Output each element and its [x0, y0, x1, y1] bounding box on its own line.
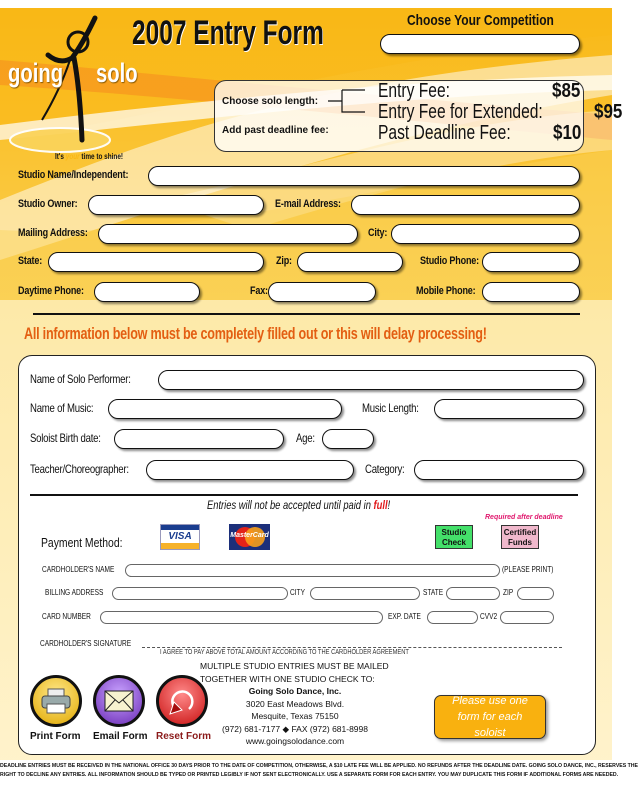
studio-name-label: Studio Name/Independent: [18, 169, 129, 181]
city-field[interactable] [391, 224, 580, 244]
mailing-address-field[interactable] [98, 224, 358, 244]
tagline [55, 152, 123, 161]
divider [30, 494, 578, 496]
state-label: State: [18, 255, 43, 267]
notice-highlight: full [373, 498, 388, 512]
fee-row [378, 80, 580, 101]
printer-icon [41, 688, 71, 714]
age-label: Age: [296, 431, 315, 445]
company-name: Going Solo Dance, Inc. [248, 686, 342, 696]
exp-date-label: EXP. DATE [388, 612, 421, 621]
competition-select[interactable] [380, 34, 580, 54]
fee-label: Entry Fee: [378, 80, 450, 102]
visa-text: VISA [168, 531, 192, 542]
solo-length-label: Choose solo length: [222, 96, 319, 107]
fee-label: Past Deadline Fee: [378, 122, 511, 144]
card-zip-label: ZIP [503, 588, 514, 597]
company-phone-line [200, 723, 390, 736]
tagline-post: time to shine! [79, 152, 124, 161]
music-field[interactable] [108, 399, 342, 419]
card-state-field[interactable] [446, 587, 500, 600]
cardholder-name-field[interactable] [125, 564, 500, 577]
studio-check-option[interactable] [435, 525, 473, 549]
teacher-label: Teacher/Choreographer: [30, 462, 129, 476]
category-field[interactable] [414, 460, 584, 480]
company-street: 3020 East Meadows Blvd. [245, 698, 345, 709]
fee-list [378, 80, 623, 144]
category-label: Category: [365, 462, 405, 476]
required-note: Required after deadline [485, 514, 563, 521]
fee-row [378, 101, 623, 123]
card-state-label: STATE [423, 588, 444, 597]
mobile-phone-label: Mobile Phone: [416, 285, 476, 297]
reset-arrow-icon [167, 686, 197, 716]
certified-funds-option[interactable] [501, 525, 539, 549]
card-number-field[interactable] [100, 611, 383, 624]
footer-line2: RIGHT TO DECLINE ANY ENTRIES. ALL INFORMATION SHOULD BE TYPED OR PRINTED LEGIBLY IF NOT SENT ELECTRONICALLY. USE A SEPARATE FORM FOR EACH ENTRY. YOU MAY DUPLICATE THIS FORM IF ADDITIONAL FORMS ARE NEEDED. [0, 772, 619, 778]
cardholder-name-label: CARDHOLDER'S NAME [42, 565, 115, 574]
company-city: Mesquite, Texas 75150 [251, 711, 339, 721]
mailing-line2: TOGETHER WITH ONE STUDIO CHECK TO: [200, 673, 375, 684]
one-form-note [434, 695, 546, 739]
past-deadline-label: Add past deadline fee: [222, 125, 329, 136]
billing-address-field[interactable] [112, 587, 288, 600]
performer-label: Name of Solo Performer: [30, 372, 131, 386]
mobile-phone-field[interactable] [482, 282, 580, 302]
payment-notice [207, 498, 390, 512]
fax-field[interactable] [268, 282, 376, 302]
card-city-label: CITY [290, 588, 305, 597]
fee-amount: $95 [594, 101, 623, 123]
competition-label: Choose Your Competition [407, 12, 554, 29]
logo-text-solo: solo [96, 58, 138, 88]
page-title: 2007 Entry Form [132, 14, 324, 52]
mastercard-text: MasterCard [230, 532, 269, 539]
card-zip-field[interactable] [517, 587, 554, 600]
billing-address-label: BILLING ADDRESS [45, 588, 104, 597]
city-label: City: [368, 227, 388, 239]
footer-disclaimer [0, 762, 638, 780]
signature-line[interactable] [142, 647, 562, 648]
email-form-button[interactable] [93, 675, 145, 727]
certified-funds-line1: Certified [503, 528, 537, 537]
performer-field[interactable] [158, 370, 584, 390]
zip-field[interactable] [297, 252, 403, 272]
reset-form-label[interactable]: Reset Form [156, 731, 212, 742]
card-number-label: CARD NUMBER [42, 612, 91, 621]
studio-owner-field[interactable] [88, 195, 264, 215]
teacher-field[interactable] [146, 460, 354, 480]
daytime-phone-label: Daytime Phone: [18, 285, 84, 297]
notice-post: ! [387, 498, 391, 512]
age-field[interactable] [322, 429, 374, 449]
mailing-info [200, 660, 390, 748]
tagline-pre: It's [55, 152, 66, 161]
logo-text-going: going [8, 58, 64, 88]
music-length-field[interactable] [434, 399, 584, 419]
birth-date-field[interactable] [114, 429, 284, 449]
print-form-label[interactable]: Print Form [30, 731, 81, 742]
agreement-text: I AGREE TO PAY ABOVE TOTAL AMOUNT ACCORDING TO THE CARDHOLDER AGREEMENT [160, 649, 409, 656]
diamond-icon: ◆ [282, 723, 290, 734]
fee-row [378, 122, 580, 143]
studio-phone-label: Studio Phone: [420, 255, 480, 267]
bracket-icon [328, 88, 368, 114]
footer-line1: DEADLINE ENTRIES MUST BE RECEIVED IN THE NATIONAL OFFICE 30 DAYS PRIOR TO THE DATE OF COMPETITION, OTHERWISE, A $10 LATE FEE WILL BE APPLIED. NO REFUNDS AFTER THE DEADLINE DATE. GOING SOLO DANCE, INC., RESERVES THE [0, 763, 638, 769]
fee-label: Entry Fee for Extended: [378, 101, 543, 123]
company-website: www.goingsolodance.com [245, 736, 345, 746]
visa-card-icon[interactable] [160, 524, 200, 550]
mailing-line1: MULTIPLE STUDIO ENTRIES MUST BE MAILED [200, 661, 389, 671]
divider [33, 313, 580, 315]
music-label: Name of Music: [30, 401, 94, 415]
fee-amount: $85 [551, 80, 580, 102]
music-length-label: Music Length: [362, 401, 419, 415]
exp-date-field[interactable] [427, 611, 478, 624]
payment-method-label: Payment Method: [41, 535, 123, 550]
certified-funds-line2: Funds [508, 538, 532, 547]
email-label: E-mail Address: [275, 198, 341, 210]
mailing-address-label: Mailing Address: [18, 227, 88, 239]
company-phone: (972) 681-7177 [222, 723, 281, 734]
zip-label: Zip: [276, 255, 292, 267]
fee-amount: $10 [553, 122, 582, 144]
please-print-label: (PLEASE PRINT) [502, 565, 554, 574]
warning-text: All information below must be completely filled out or this will delay processing! [24, 324, 487, 343]
mastercard-icon[interactable] [229, 524, 270, 550]
company-fax: FAX (972) 681-8998 [291, 723, 368, 734]
studio-check-line1: Studio [441, 528, 467, 537]
one-form-note-text: Please use one form for each soloist [452, 695, 528, 739]
studio-check-line2: Check [441, 538, 466, 547]
state-field[interactable] [48, 252, 264, 272]
fax-label: Fax: [250, 285, 268, 297]
studio-owner-label: Studio Owner: [18, 198, 78, 210]
signature-label: CARDHOLDER'S SIGNATURE [40, 639, 132, 648]
daytime-phone-field[interactable] [94, 282, 200, 302]
studio-phone-field[interactable] [482, 252, 580, 272]
birth-date-label: Soloist Birth date: [30, 431, 101, 445]
tagline-highlight: your [65, 152, 80, 161]
studio-name-field[interactable] [148, 166, 580, 186]
cvv-field[interactable] [500, 611, 554, 624]
print-form-button[interactable] [30, 675, 82, 727]
cvv-label: CVV2 [480, 612, 498, 621]
notice-pre: Entries will not be accepted until paid in [207, 498, 374, 512]
logo [0, 10, 150, 165]
email-field[interactable] [351, 195, 580, 215]
email-form-label[interactable]: Email Form [93, 731, 148, 742]
card-city-field[interactable] [310, 587, 420, 600]
envelope-icon [104, 690, 134, 712]
